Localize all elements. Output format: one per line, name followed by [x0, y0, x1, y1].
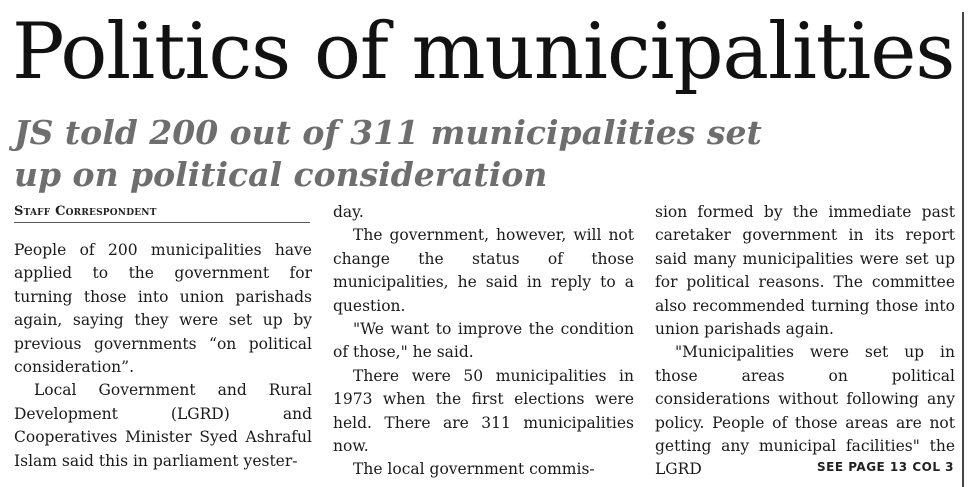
paragraph: sion formed by the immediate past caretaker government in its report said many municipalities were set up for political reasons. The committee also recommended turning those into union parishads again. — [655, 203, 955, 339]
paragraph: "We want to improve the condition of those," he said. — [333, 320, 634, 362]
subheadline: JS told 200 out of 311 municipalities set up on political consideration — [14, 113, 762, 194]
article-column-1 — [14, 239, 312, 473]
paragraph: day. — [333, 203, 364, 221]
paragraph: People of 200 municipalities have applied to the government for turning those into union parishads again, saying they were set up by previous governments “on political consideration”. — [14, 241, 312, 377]
headline: Politics of municipalities — [12, 7, 955, 97]
article-column-3 — [655, 201, 955, 482]
paragraph: The local government commis- — [353, 460, 595, 479]
article-column-2 — [333, 201, 634, 482]
byline: Staff Correspondent — [14, 204, 310, 223]
continuation-jump-line: SEE PAGE 13 COL 3 — [817, 460, 954, 474]
paragraph: There were 50 municipalities in 1973 when the first elections were held. There are 311 municipalities now. — [333, 366, 634, 456]
paragraph: The government, however, will not change the status of those municipalities, he said in reply to a question. — [333, 226, 634, 315]
paragraph: "Municipalities were set up in those areas on political considerations without following any policy. People of those areas are not getting any municipal facilities" the LGRD — [655, 343, 955, 479]
column-rule — [962, 12, 964, 487]
paragraph: Local Government and Rural Development (LGRD) and Cooperatives Minister Syed Ashraful Islam said this in parliament yester- — [14, 381, 312, 470]
